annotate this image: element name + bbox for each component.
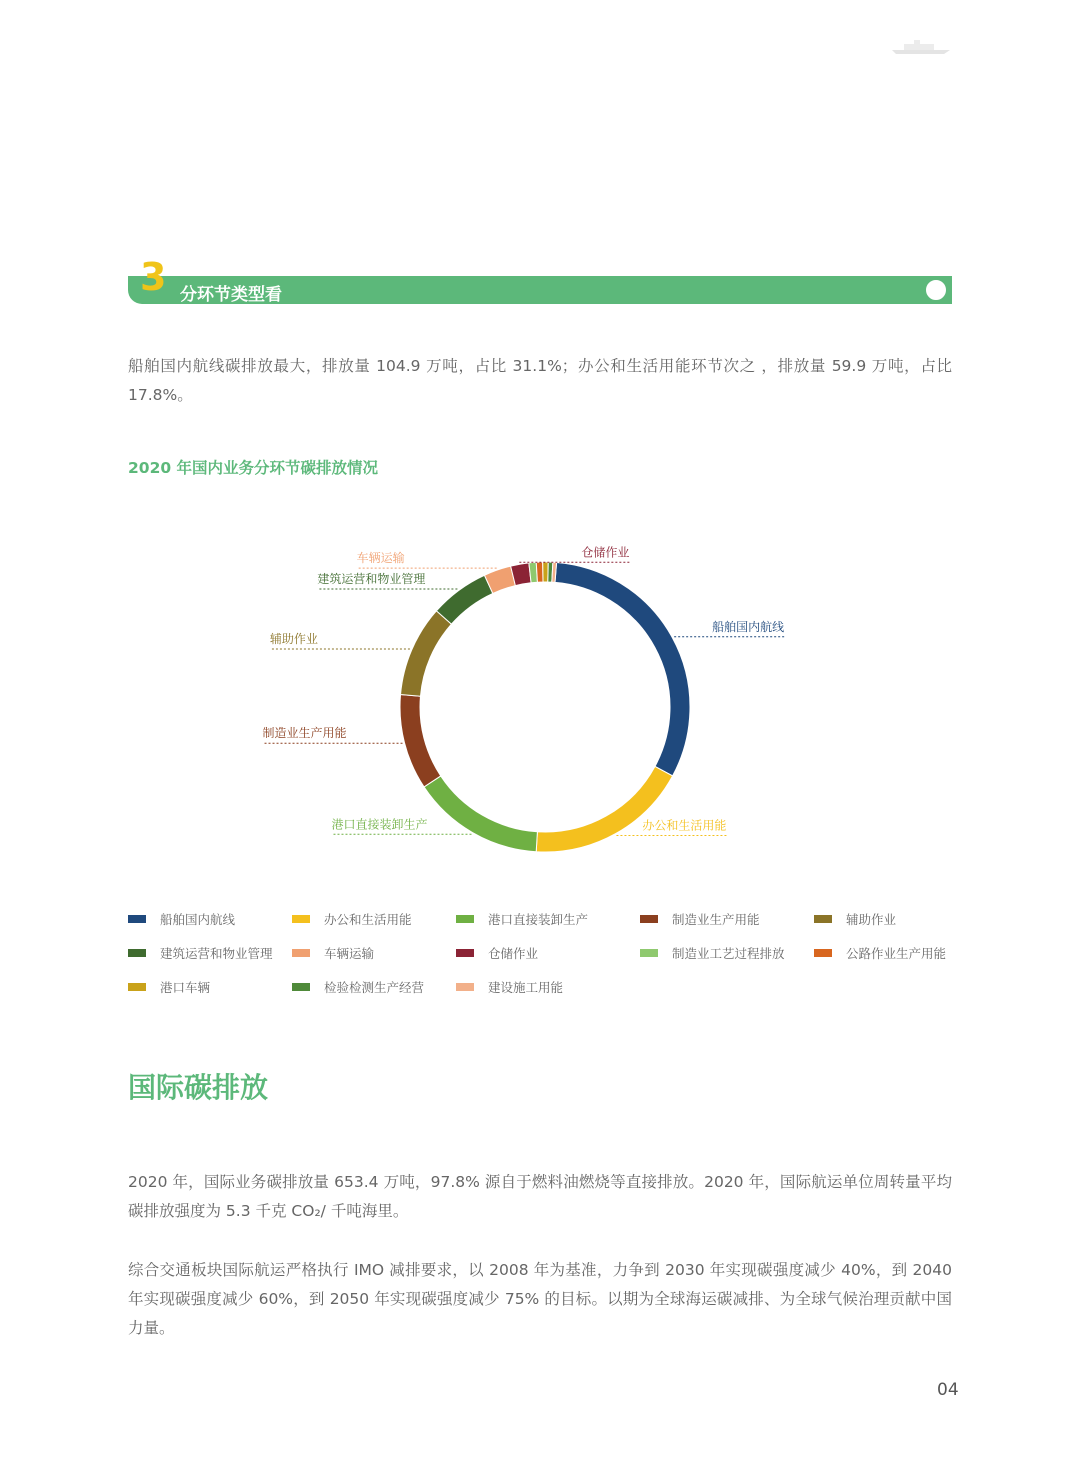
legend-swatch-4 [814, 915, 832, 923]
section-badge-icon [924, 278, 948, 302]
legend-label-6: 车辆运输 [324, 946, 375, 961]
donut-chart [240, 520, 840, 880]
section-number: 3 [140, 255, 167, 299]
legend-swatch-8 [640, 949, 658, 957]
intl-paragraph-2: 综合交通板块国际航运严格执行 IMO 减排要求，以 2008 年为基准，力争到 2030 年实现碳强度减少 40%，到 2040 年实现碳强度减少 60%，到 2050 年实现碳强度减少 75% 的目标。以期为全球海运碳减排、为全球气候治理贡献中国力量。 [128, 1261, 952, 1337]
legend-item-1 [292, 910, 412, 928]
legend-label-8: 制造业工艺过程排放 [672, 946, 785, 961]
legend-swatch-10 [128, 983, 146, 991]
legend-label-4: 辅助作业 [846, 912, 897, 927]
section2-title: 国际碳排放 [128, 1071, 269, 1104]
donut-slice-3 [400, 694, 441, 786]
legend-label-0: 船舶国内航线 [160, 912, 236, 927]
slice-label-5: 建筑运营和物业管理 [317, 571, 426, 586]
legend-swatch-1 [292, 915, 310, 923]
chart-title: 2020 年国内业务分环节碳排放情况 [128, 459, 379, 477]
intl-paragraph-1: 2020 年，国际业务碳排放量 653.4 万吨，97.8% 源自于燃料油燃烧等直接排放。2020 年，国际航运单位周转量平均碳排放强度为 5.3 千克 CO₂/ 千吨海里。 [128, 1173, 952, 1220]
legend-swatch-0 [128, 915, 146, 923]
legend-item-4 [814, 910, 896, 928]
legend-item-11 [292, 978, 424, 996]
slice-label-3: 制造业生产用能 [262, 726, 347, 741]
legend-label-2: 港口直接装卸生产 [488, 912, 589, 927]
donut-slice-1 [536, 766, 672, 852]
slice-label-2: 港口直接装卸生产 [331, 817, 428, 832]
legend-label-3: 制造业生产用能 [672, 912, 760, 927]
legend-item-0 [128, 910, 235, 928]
legend-label-11: 检验检测生产经营 [324, 980, 425, 995]
slice-label-6: 车辆运输 [356, 551, 405, 566]
legend-item-12 [456, 978, 563, 996]
section-title: 分环节类型看 [180, 285, 282, 305]
legend-label-5: 建筑运营和物业管理 [160, 946, 273, 961]
legend-swatch-5 [128, 949, 146, 957]
donut-slice-2 [424, 776, 537, 852]
donut-slice-9 [536, 562, 543, 582]
donut-slice-5 [436, 575, 492, 624]
legend-label-1: 办公和生活用能 [324, 912, 412, 927]
legend-item-10 [128, 978, 210, 996]
legend-item-6 [292, 944, 374, 962]
slice-label-7: 仓储作业 [581, 545, 630, 560]
legend-item-8 [640, 944, 785, 962]
legend-label-12: 建设施工用能 [488, 980, 564, 995]
legend-swatch-6 [292, 949, 310, 957]
legend-swatch-9 [814, 949, 832, 957]
legend-item-3 [640, 910, 760, 928]
slice-label-0: 船舶国内航线 [712, 619, 785, 634]
legend-item-2 [456, 910, 588, 928]
legend-swatch-11 [292, 983, 310, 991]
legend-label-10: 港口车辆 [160, 980, 211, 995]
donut-slice-4 [401, 611, 452, 696]
legend-item-9 [814, 944, 946, 962]
legend-item-7 [456, 944, 538, 962]
legend-item-5 [128, 944, 273, 962]
donut-slice-0 [555, 562, 690, 775]
page-number: 04 [937, 1380, 959, 1400]
legend-label-7: 仓储作业 [488, 946, 539, 961]
ship-logo-icon [890, 40, 952, 54]
legend-swatch-3 [640, 915, 658, 923]
legend-label-9: 公路作业生产用能 [846, 946, 947, 961]
legend-swatch-2 [456, 915, 474, 923]
slice-label-4: 辅助作业 [269, 631, 318, 646]
slice-label-1: 办公和生活用能 [642, 818, 727, 833]
legend-swatch-7 [456, 949, 474, 957]
legend-swatch-12 [456, 983, 474, 991]
intro-paragraph: 船舶国内航线碳排放最大，排放量 104.9 万吨，占比 31.1%；办公和生活用能环节次之 ，排放量 59.9 万吨，占比 17.8%。 [128, 357, 952, 404]
